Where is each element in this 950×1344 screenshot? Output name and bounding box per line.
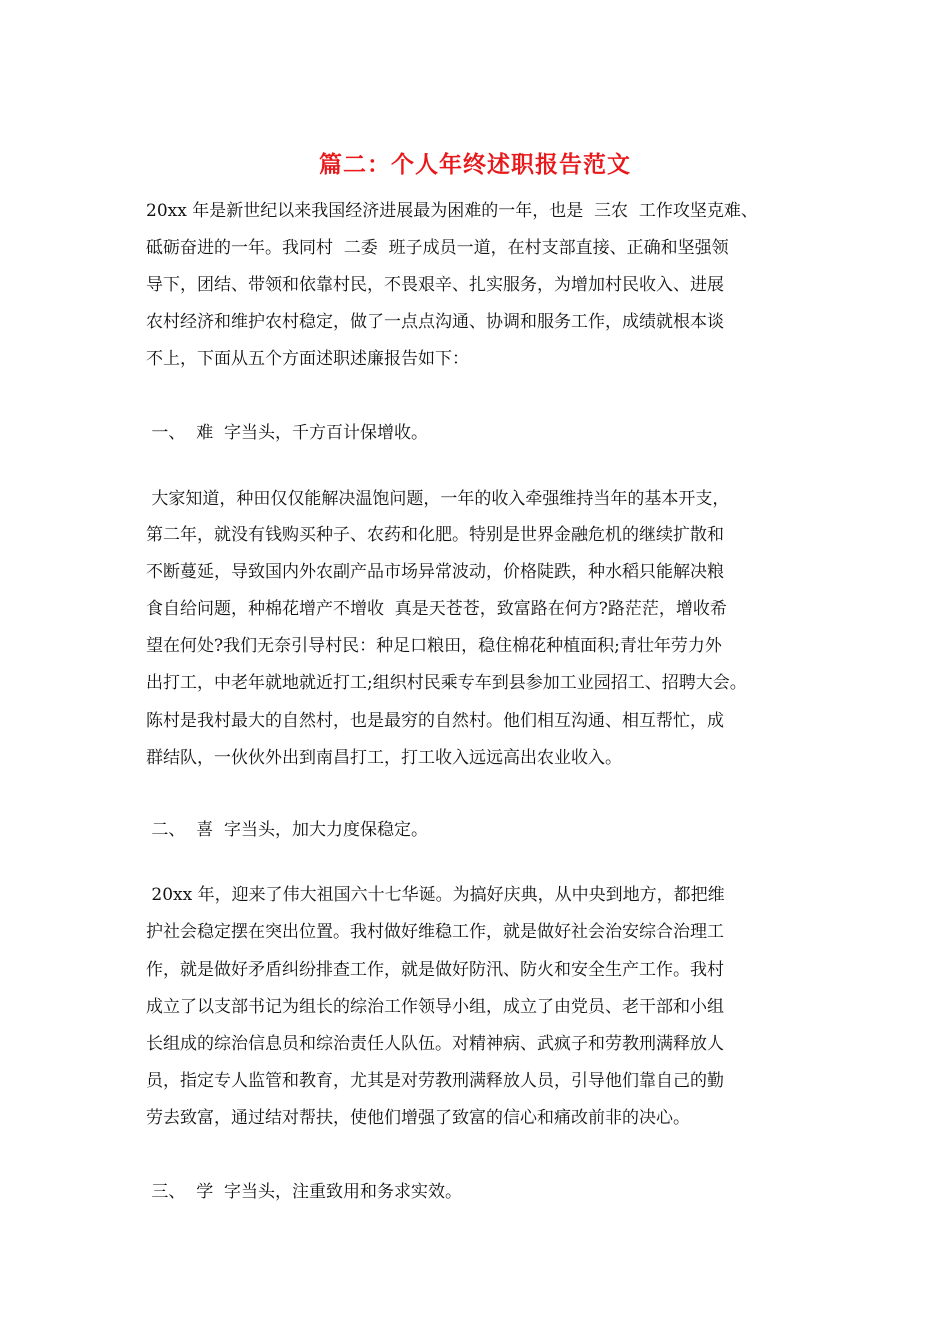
paragraph-line: 作，就是做好矛盾纠纷排查工作，就是做好防汛、防火和安全生产工作。我村 [146, 960, 724, 980]
paragraph-line: 望在何处?我们无奈引导村民：种足口粮田，稳住棉花种植面积;青壮年劳力外 [146, 636, 722, 656]
paragraph-line: 劳去致富，通过结对帮扶，使他们增强了致富的信心和痛改前非的决心。 [146, 1108, 690, 1128]
paragraph-line: 不上，下面从五个方面述职述廉报告如下： [146, 349, 469, 369]
paragraph-line: 群结队，一伙伙外出到南昌打工，打工收入远远高出农业收入。 [146, 748, 622, 768]
paragraph-line: 农村经济和维护农村稳定，做了一点点沟通、协调和服务工作，成绩就根本谈 [146, 312, 724, 332]
section-heading-1: 一、 难 字当头，千方百计保增收。 [146, 423, 429, 443]
document-title: 篇二：个人年终述职报告范文 [319, 151, 631, 178]
section-heading-2: 二、 喜 字当头，加大力度保稳定。 [146, 820, 429, 840]
paragraph-line: 大家知道，种田仅仅能解决温饱问题，一年的收入牵强维持当年的基本开支， [146, 489, 730, 509]
paragraph-line: 砥砺奋进的一年。我同村 二委 班子成员一道，在村支部直接、正确和坚强领 [146, 238, 729, 258]
paragraph-line: 护社会稳定摆在突出位置。我村做好维稳工作，就是做好社会治安综合治理工 [146, 922, 724, 942]
paragraph-line: 出打工，中老年就地就近打工;组织村民乘专车到县参加工业园招工、招聘大会。 [146, 673, 747, 693]
paragraph-line: 导下，团结、带领和依靠村民，不畏艰辛、扎实服务，为增加村民收入、进展 [146, 275, 724, 295]
paragraph-line: 20xx 年是新世纪以来我国经济进展最为困难的一年，也是 三农 工作攻坚克难、 [146, 201, 758, 221]
paragraph-line: 长组成的综治信息员和综治责任人队伍。对精神病、武疯子和劳教刑满释放人 [146, 1034, 724, 1054]
paragraph-line: 不断蔓延，导致国内外农副产品市场异常波动，价格陡跌，种水稻只能解决粮 [146, 562, 724, 582]
paragraph-line: 20xx 年，迎来了伟大祖国六十七华诞。为搞好庆典，从中央到地方，都把维 [146, 885, 725, 905]
paragraph-line: 成立了以支部书记为组长的综治工作领导小组，成立了由党员、老干部和小组 [146, 997, 724, 1017]
paragraph-line: 员，指定专人监管和教育，尤其是对劳教刑满释放人员，引导他们靠自己的勤 [146, 1071, 724, 1091]
section-heading-3: 三、 学 字当头，注重致用和务求实效。 [146, 1182, 463, 1202]
paragraph-line: 食自给问题，种棉花增产不增收 真是天苍苍，致富路在何方?路茫茫，增收希 [146, 599, 727, 619]
paragraph-line: 陈村是我村最大的自然村，也是最穷的自然村。他们相互沟通、相互帮忙，成 [146, 711, 724, 731]
paragraph-line: 第二年，就没有钱购买种子、农药和化肥。特别是世界金融危机的继续扩散和 [146, 525, 724, 545]
